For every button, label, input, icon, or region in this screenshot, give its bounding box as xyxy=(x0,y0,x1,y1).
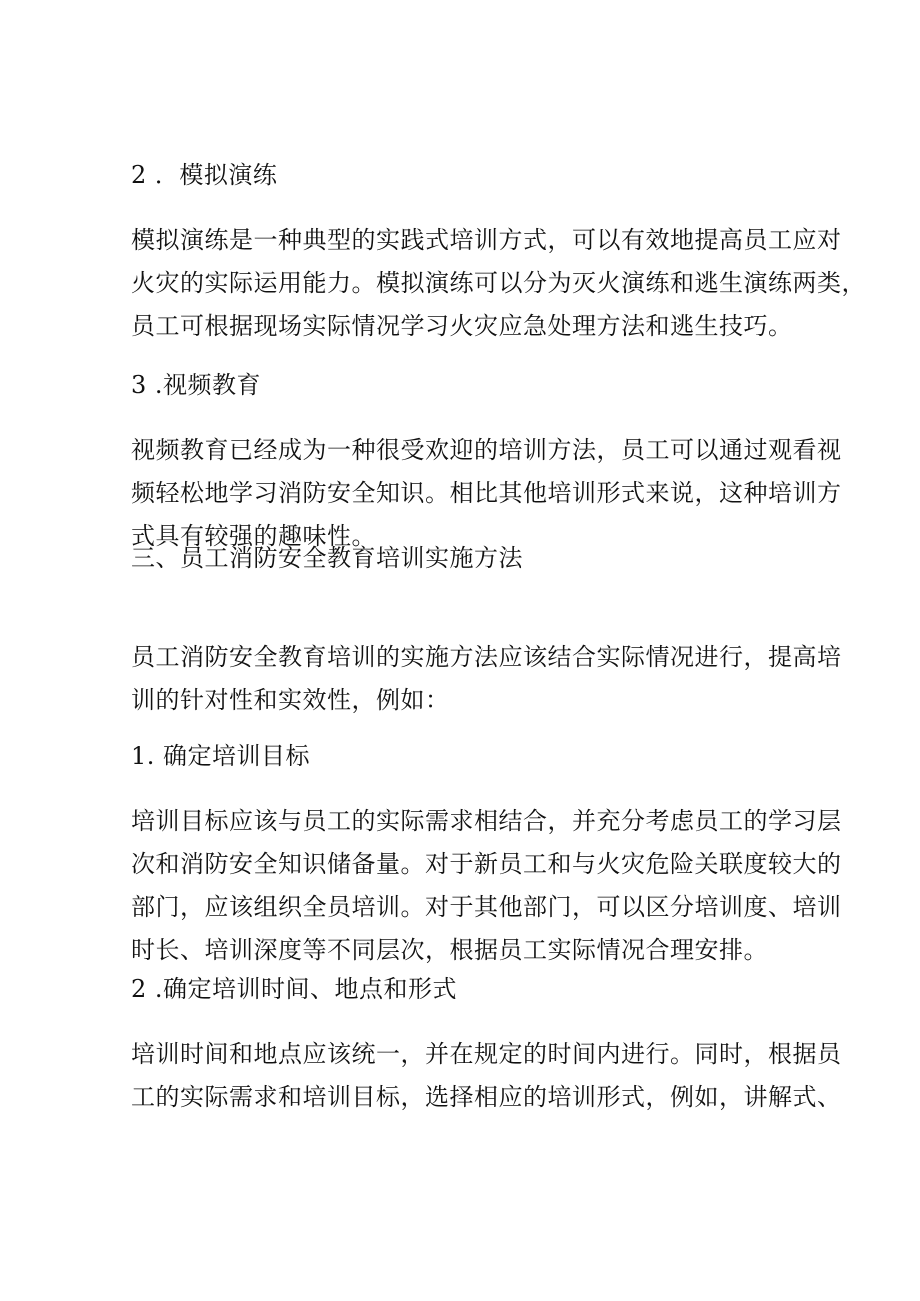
paragraph-implementation-intro xyxy=(131,636,842,722)
item-heading-training-goals xyxy=(131,735,821,778)
paragraph-line: 员工消防安全教育培训的实施方法应该结合实际情况进行，提高培 xyxy=(131,643,842,671)
heading-text: 三、员工消防安全教育培训实施方法 xyxy=(131,544,523,572)
paragraph-simulation-drill xyxy=(131,219,866,348)
item-heading-time-place-form xyxy=(131,968,821,1011)
paragraph-line: 工的实际需求和培训目标，选择相应的培训形式，例如，讲解式、 xyxy=(131,1083,842,1111)
part-heading-implementation xyxy=(131,537,821,580)
paragraph-line: 频轻松地学习消防安全知识。相比其他培训形式来说，这种培训方 xyxy=(131,479,842,507)
heading-text: 1. 确定培训目标 xyxy=(131,742,311,770)
paragraph-line: 培训时间和地点应该统一，并在规定的时间内进行。同时，根据员 xyxy=(131,1040,842,1068)
paragraph-line: 式具有较强的趣味性。 xyxy=(131,522,376,550)
heading-text: 2 .确定培训时间、地点和形式 xyxy=(131,975,458,1003)
paragraph-line: 次和消防安全知识储备量。对于新员工和与火灾危险关联度较大的 xyxy=(131,850,842,878)
paragraph-line: 火灾的实际运用能力。模拟演练可以分为灭火演练和逃生演练两类， xyxy=(131,269,866,297)
paragraph-line: 视频教育已经成为一种很受欢迎的培训方法，员工可以通过观看视 xyxy=(131,436,842,464)
section-heading-video-education xyxy=(131,364,821,407)
paragraph-line: 员工可根据现场实际情况学习火灾应急处理方法和逃生技巧。 xyxy=(131,312,793,340)
heading-text: 2 ．模拟演练 xyxy=(131,161,278,189)
paragraph-line: 模拟演练是一种典型的实践式培训方式，可以有效地提高员工应对 xyxy=(131,226,842,254)
heading-text: 3 .视频教育 xyxy=(131,371,262,399)
paragraph-line: 培训目标应该与员工的实际需求相结合，并充分考虑员工的学习层 xyxy=(131,807,842,835)
paragraph-line: 训的针对性和实效性，例如： xyxy=(131,686,450,714)
paragraph-time-place-form xyxy=(131,1033,842,1119)
paragraph-training-goals xyxy=(131,800,842,972)
section-heading-simulation-drill xyxy=(131,154,821,197)
paragraph-line: 时长、培训深度等不同层次，根据员工实际情况合理安排。 xyxy=(131,936,768,964)
paragraph-line: 部门，应该组织全员培训。对于其他部门，可以区分培训度、培训 xyxy=(131,893,842,921)
